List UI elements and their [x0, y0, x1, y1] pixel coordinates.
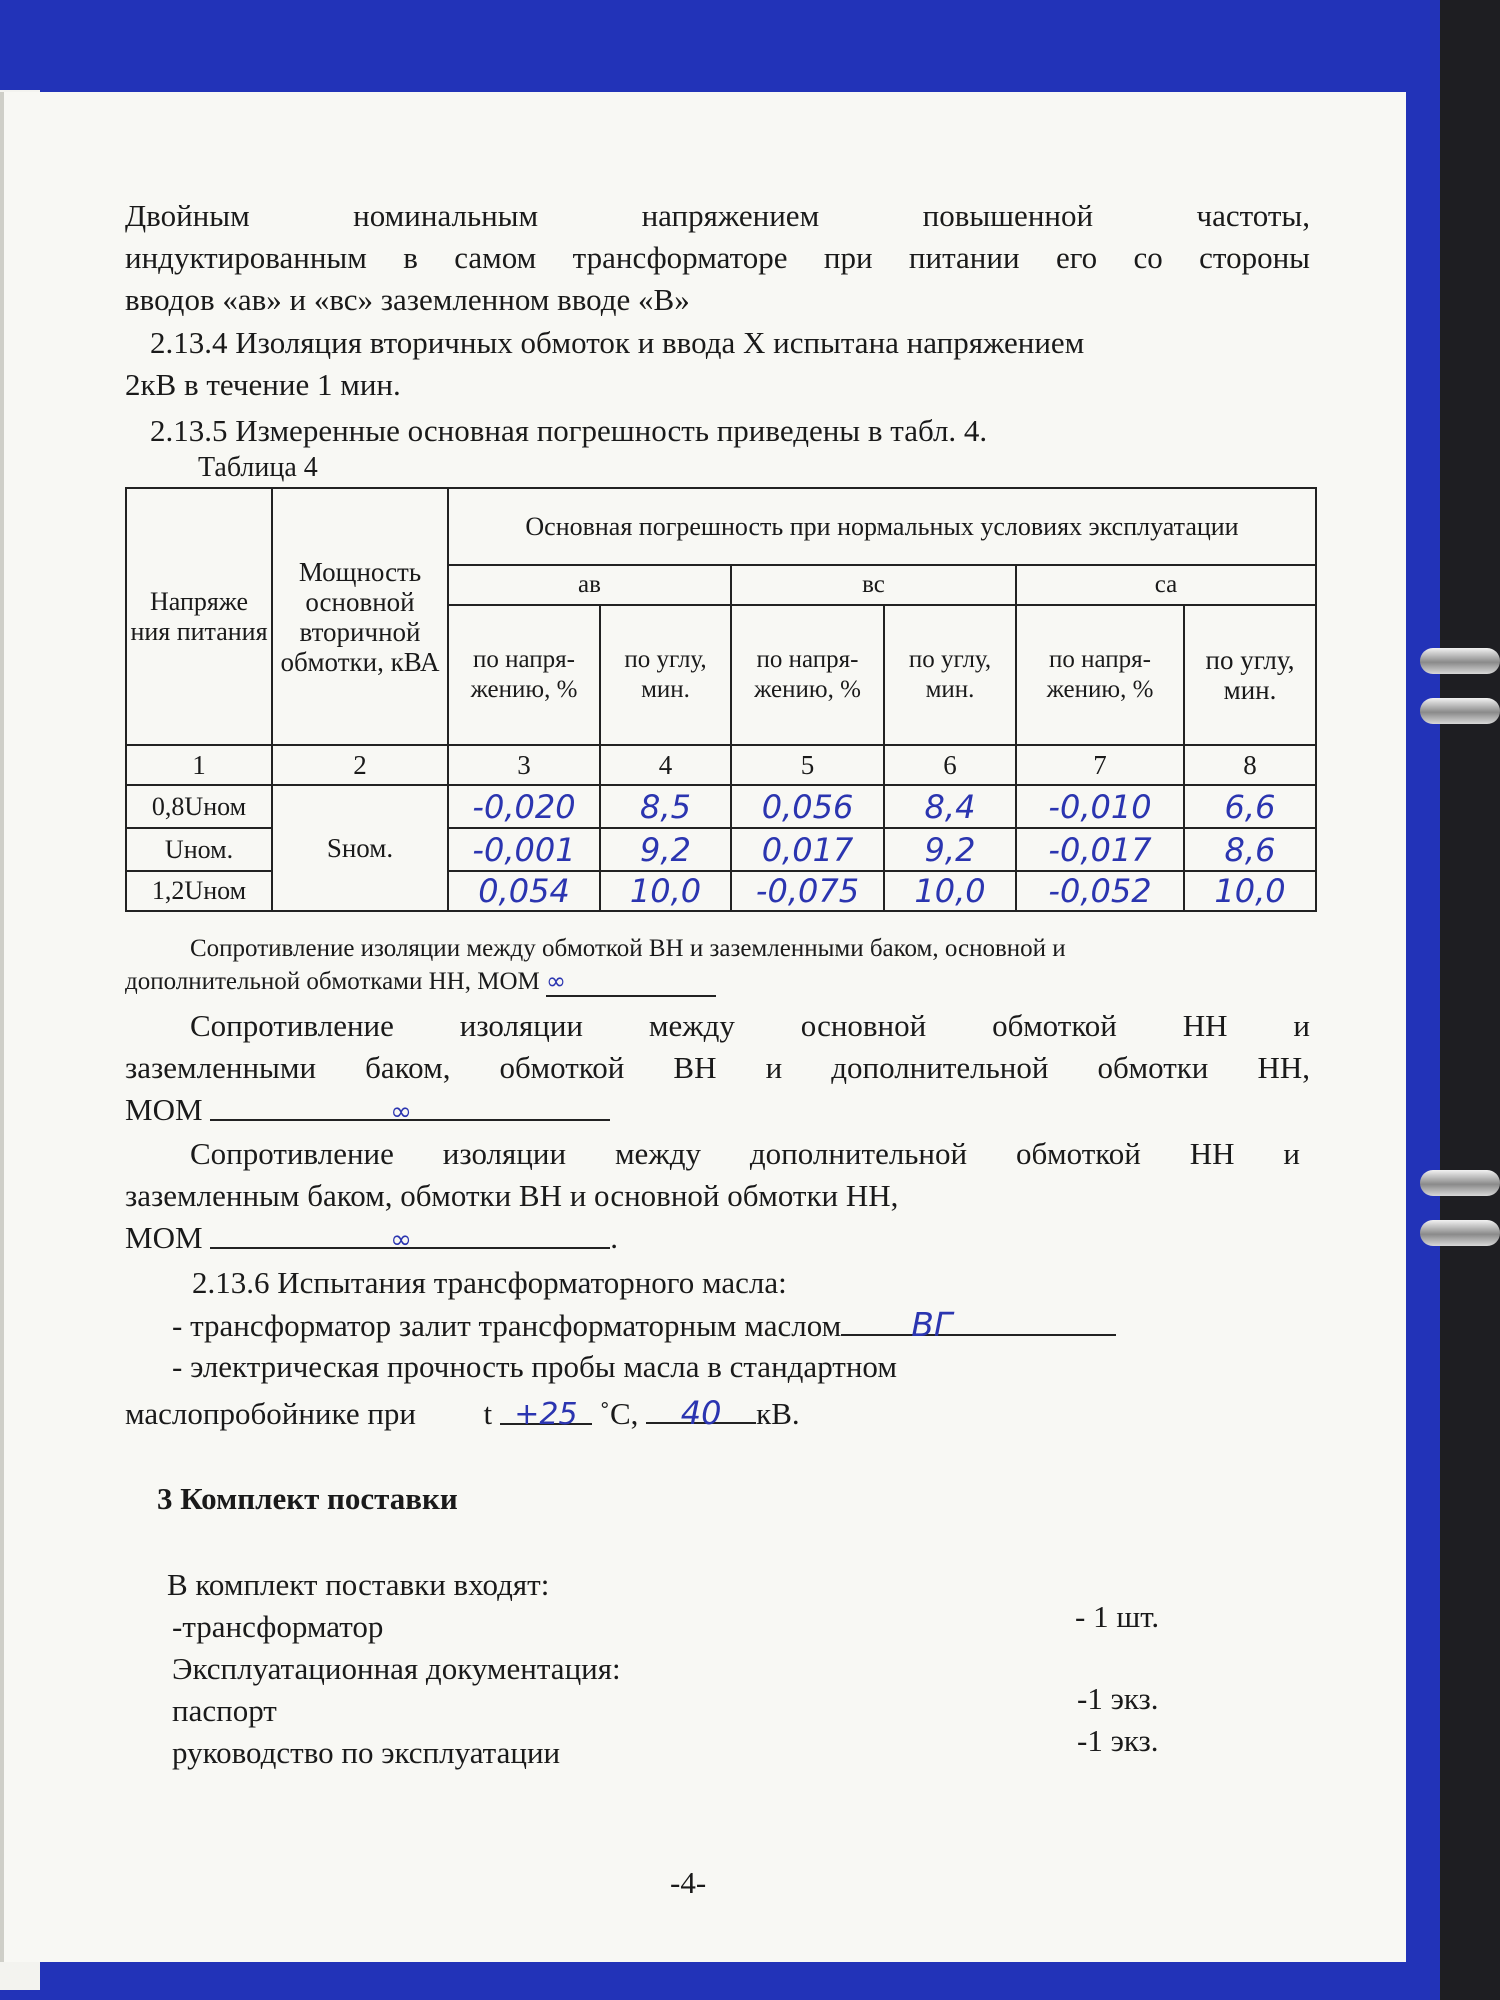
column-number: 4 [600, 745, 731, 785]
value-cell: 8,4 [884, 785, 1016, 828]
resistance-1-line2 [125, 965, 716, 998]
value-cell: 0,017 [731, 828, 884, 871]
resistance-2: Сопротивление изоляции между основной обмоткой НН и [190, 1008, 1310, 1043]
group-header: са [1016, 565, 1316, 605]
error-table [125, 487, 1317, 912]
delivery-item: паспорт [172, 1693, 277, 1728]
section-2-13-5: 2.13.5 Измеренные основная погрешность приведены в табл. 4. [150, 413, 988, 448]
breaker-label: маслопробойнике при [125, 1396, 417, 1431]
resistance-2-line3 [125, 1089, 610, 1131]
column-number: 6 [884, 745, 1016, 785]
temp-unit: ˚С, [599, 1396, 639, 1431]
oil-line [172, 1304, 1116, 1347]
value-cell: 9,2 [600, 828, 731, 871]
intro-line: индуктированным в самом трансформаторе при питании его со стороны [125, 240, 1310, 275]
header-basic-error: Основная погрешность при нормальных условиях эксплуатации [448, 488, 1316, 565]
table-caption: Таблица 4 [198, 452, 318, 483]
resistance-1-blank: ∞ [546, 965, 716, 997]
section-2-13-4: 2.13.4 Изоляция вторичных обмоток и ввода Х испытана напряжением [150, 325, 1085, 360]
delivery-qty: - 1 шт. [1075, 1599, 1160, 1634]
page-number: -4- [670, 1865, 707, 1900]
binder-ring [1420, 648, 1500, 674]
section-2-13-4: 2кВ в течение 1 мин. [125, 367, 401, 402]
subheader-angle: по углу, мин. [1184, 605, 1316, 745]
value-cell: -0,017 [1016, 828, 1184, 871]
binder-ring [1420, 1220, 1500, 1246]
subheader-voltage: по напря-жению, % [448, 605, 600, 745]
value-cell: 8,6 [1184, 828, 1316, 871]
value-cell: 9,2 [884, 828, 1016, 871]
resistance-2-blank: ∞ [210, 1089, 610, 1121]
intro-line: Двойным номинальным напряжением повышенной частоты, [125, 198, 1310, 233]
delivery-heading: 3 Комплект поставки [157, 1481, 458, 1516]
strength-line: - электрическая прочность пробы масла в стандартном [172, 1349, 897, 1384]
subheader-angle: по углу, мин. [600, 605, 731, 745]
temp-blank [500, 1393, 592, 1432]
resistance-3-line3: МОМ ∞ . [125, 1217, 618, 1259]
subheader-voltage: по напря-жению, % [731, 605, 884, 745]
delivery-item: руководство по эксплуатации [172, 1735, 561, 1770]
intro-line: вводов «ав» и «вс» заземленном вводе «В» [125, 282, 690, 317]
table-row [126, 785, 1316, 828]
resistance-1: Сопротивление изоляции между обмоткой ВН и заземленными баком, основной и [190, 935, 1066, 962]
resistance-3: заземленным баком, обмотки ВН и основной обмотки НН, [125, 1178, 899, 1213]
row-label: Uном. [126, 828, 272, 871]
oil-blank [841, 1304, 1116, 1344]
power-value: Sном. [272, 785, 448, 911]
resistance-2: заземленными баком, обмоткой ВН и дополнительной обмотки НН, [125, 1050, 1310, 1085]
column-number: 7 [1016, 745, 1184, 785]
binder-ring [1420, 698, 1500, 724]
value-cell: -0,010 [1016, 785, 1184, 828]
section-2-13-6-title: 2.13.6 Испытания трансформаторного масла: [192, 1265, 787, 1300]
resistance-2-label: МОМ [125, 1092, 203, 1127]
breaker-line [125, 1392, 800, 1435]
delivery-item: -трансформатор [172, 1609, 384, 1644]
t-label: t [483, 1396, 493, 1431]
resistance-3: Сопротивление изоляции между дополнительной обмоткой НН и [190, 1136, 1300, 1171]
value-cell: -0,075 [731, 871, 884, 911]
value-cell: 10,0 [884, 871, 1016, 911]
header-secondary-power: Мощность основной вторичной обмотки, кВА [272, 488, 448, 745]
value-cell: 10,0 [600, 871, 731, 911]
row-label: 1,2Uном [126, 871, 272, 911]
value-cell: 6,6 [1184, 785, 1316, 828]
delivery-qty: -1 экз. [1077, 1681, 1159, 1716]
kv-blank [646, 1392, 756, 1432]
value-cell: 0,054 [448, 871, 600, 911]
column-number: 5 [731, 745, 884, 785]
resistance-3-label: МОМ [125, 1220, 203, 1255]
kv-value: 40 [680, 1394, 722, 1432]
row-label: 0,8Uном [126, 785, 272, 828]
column-number: 8 [1184, 745, 1316, 785]
group-header: ав [448, 565, 731, 605]
delivery-intro: В комплект поставки входят: [167, 1567, 550, 1602]
temp-value: +25 [514, 1397, 578, 1432]
subheader-angle: по углу, мин. [884, 605, 1016, 745]
group-header: вс [731, 565, 1016, 605]
value-cell: -0,052 [1016, 871, 1184, 911]
binder-background [1440, 0, 1500, 2000]
resistance-1-label: дополнительной обмотками НН, МОМ [125, 968, 540, 995]
kv-unit: кВ. [756, 1396, 800, 1431]
subheader-voltage: по напря-жению, % [1016, 605, 1184, 745]
column-number: 1 [126, 745, 272, 785]
column-number: 2 [272, 745, 448, 785]
oil-label: - трансформатор залит трансформаторным маслом [172, 1308, 842, 1343]
binder-ring [1420, 1170, 1500, 1196]
value-cell: 10,0 [1184, 871, 1316, 911]
oil-value: ВГ [911, 1305, 953, 1344]
delivery-qty: -1 экз. [1077, 1723, 1159, 1758]
value-cell: 0,056 [731, 785, 884, 828]
value-cell: -0,001 [448, 828, 600, 871]
resistance-3-blank: ∞ [210, 1217, 610, 1249]
header-supply-voltage: Напряже ния питания [126, 488, 272, 745]
delivery-docs-heading: Эксплуатационная документация: [172, 1651, 621, 1686]
value-cell: -0,020 [448, 785, 600, 828]
column-number: 3 [448, 745, 600, 785]
value-cell: 8,5 [600, 785, 731, 828]
